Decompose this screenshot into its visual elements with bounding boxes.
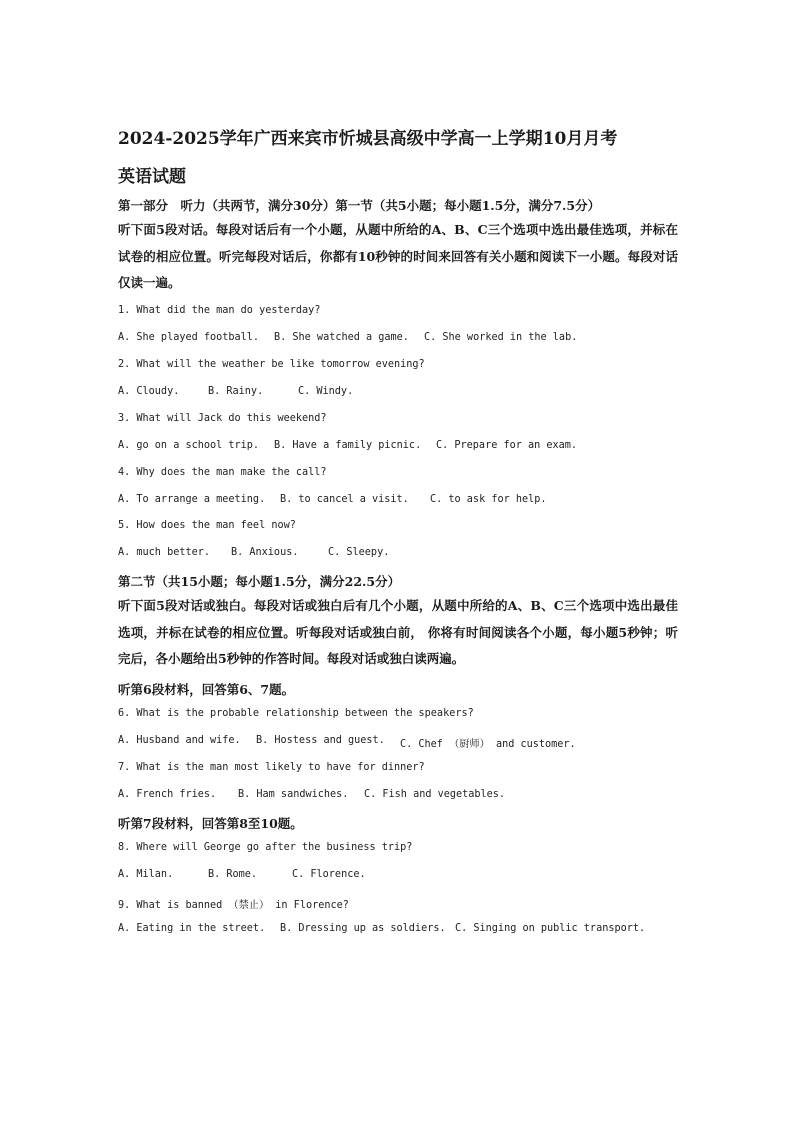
q1-option-b: B. She watched a game. — [274, 332, 409, 343]
exam-title: 2024-2025学年广西来宾市忻城县高级中学高一上学期10月月考 — [118, 129, 618, 149]
question-3: 3. What will Jack do this weekend? — [118, 413, 327, 424]
question-5: 5. How does the man feel now? — [118, 520, 296, 531]
question-7: 7. What is the man most likely to have for dinner? — [118, 762, 425, 773]
q3-option-a: A. go on a school trip. — [118, 440, 260, 451]
question-1: 1. What did the man do yesterday? — [118, 305, 321, 316]
q5-option-b: B. Anxious. — [231, 547, 299, 558]
section2-instructions: 听下面5段对话或独白。每段对话或独白后有几个小题，从题中所给的A、B、C三个选项中选出最佳选项，并标在试卷的相应位置。听每段对话或独白前， 你将有时间阅读各个小题，每小题5秒钟；听完后，各小题给出5秒钟的作答时间。每段对话或独白读两遍。 — [118, 598, 678, 666]
q8-option-a: A. Milan. — [118, 869, 174, 880]
q2-option-a: A. Cloudy. — [118, 386, 180, 397]
q7-option-a: A. French fries. — [118, 789, 217, 800]
q4-option-a: A. To arrange a meeting. — [118, 494, 266, 505]
q9-option-a: A. Eating in the street. — [118, 923, 266, 934]
q6-option-c: C. Chef （厨师） and customer. — [400, 739, 576, 750]
q5-option-a: A. much better. — [118, 547, 211, 558]
q6-option-b: B. Hostess and guest. — [256, 735, 385, 746]
q2-option-b: B. Rainy. — [208, 386, 264, 397]
q2-option-c: C. Windy. — [298, 386, 354, 397]
q4-option-c: C. to ask for help. — [430, 494, 547, 505]
question-6: 6. What is the probable relationship between the speakers? — [118, 708, 474, 719]
question-8: 8. Where will George go after the business trip? — [118, 842, 413, 853]
q9-option-b: B. Dressing up as soldiers. — [280, 923, 446, 934]
material7-heading: 听第7段材料，回答第8至10题。 — [118, 816, 303, 831]
q6-option-a: A. Husband and wife. — [118, 735, 241, 746]
question-2: 2. What will the weather be like tomorrow evening? — [118, 359, 425, 370]
q1-option-c: C. She worked in the lab. — [424, 332, 578, 343]
q7-option-b: B. Ham sandwiches. — [238, 789, 349, 800]
exam-subtitle: 英语试题 — [118, 167, 186, 187]
material6-heading: 听第6段材料，回答第6、7题。 — [118, 682, 295, 697]
q4-option-b: B. to cancel a visit. — [280, 494, 409, 505]
q5-option-c: C. Sleepy. — [328, 547, 390, 558]
question-4: 4. Why does the man make the call? — [118, 467, 327, 478]
q8-option-b: B. Rome. — [208, 869, 258, 880]
section2-heading: 第二节（共15小题；每小题1.5分，满分22.5分） — [118, 574, 401, 589]
question-9: 9. What is banned （禁止） in Florence? — [118, 900, 349, 911]
q8-option-c: C. Florence. — [292, 869, 366, 880]
q3-option-b: B. Have a family picnic. — [274, 440, 422, 451]
q1-option-a: A. She played football. — [118, 332, 260, 343]
section1-instructions: 听下面5段对话。每段对话后有一个小题，从题中所给的A、B、C三个选项中选出最佳选项，并标在试卷的相应位置。听完每段对话后，你都有10秒钟的时间来回答有关小题和阅读下一小题。每段对话仅读一遍。 — [118, 222, 678, 290]
part1-heading: 第一部分 听力（共两节，满分30分）第一节（共5小题；每小题1.5分，满分7.5分） — [118, 198, 601, 213]
q7-option-c: C. Fish and vegetables. — [364, 789, 506, 800]
q9-option-c: C. Singing on public transport. — [455, 923, 646, 934]
q3-option-c: C. Prepare for an exam. — [436, 440, 578, 451]
